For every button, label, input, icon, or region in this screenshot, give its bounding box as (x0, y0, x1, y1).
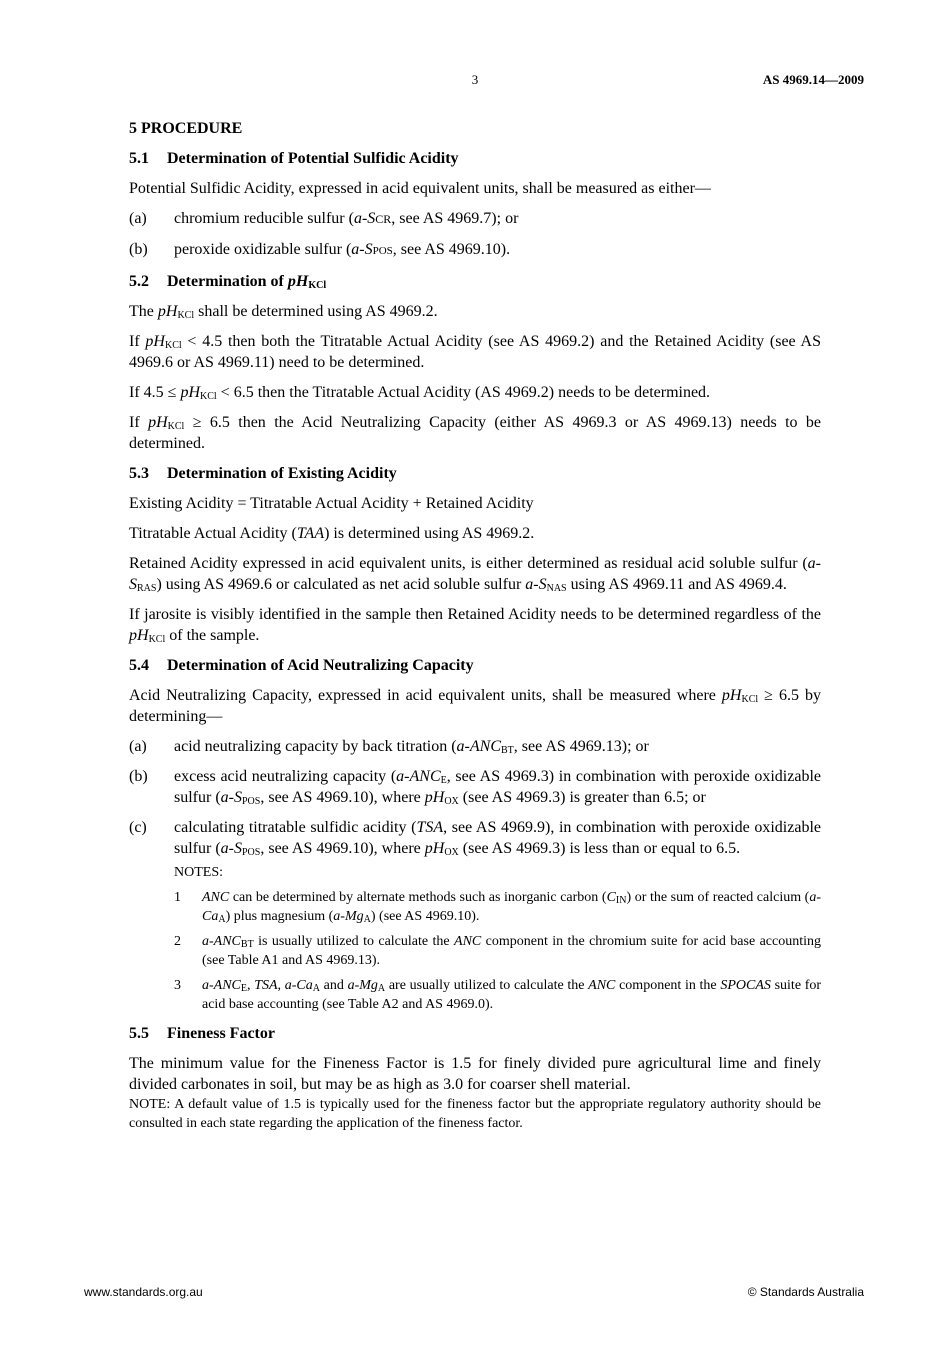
note-number: 1 (174, 890, 181, 905)
section-title: Determination of Existing Acidity (167, 465, 397, 482)
item-label: (b) (129, 241, 148, 258)
note-item (174, 976, 821, 1014)
item-label: (c) (129, 819, 147, 836)
section-5-2-heading: 5.2 Determination of $pH_{KCl}$ (129, 273, 327, 291)
section-5-4-heading (129, 655, 821, 676)
note-number: 3 (174, 978, 181, 993)
item-text: chromium reducible sulfur (a-SCR, see AS 4969.7); or (174, 210, 519, 227)
s54-notes (174, 863, 821, 1014)
list-item-s51-a (129, 208, 821, 230)
note-text: $a-ANC_E$, TSA, $a-Ca_A$ and $a-Mg_A$ are usually utilized to calculate the ANC component in the SPOCAS suite for acid base accounting (see Table A2 and AS 4969.0). (202, 978, 822, 1012)
item-text: acid neutralizing capacity by back titration ($a-ANC_{BT}$, see AS 4969.13); or (174, 738, 649, 756)
section-5-1-heading (129, 148, 821, 169)
list-item-s51-b (129, 239, 821, 262)
section-number: 5.3 (129, 465, 149, 482)
section-title: Determination of (167, 273, 288, 290)
note-number: 2 (174, 934, 181, 949)
document-body (129, 118, 821, 1133)
footer-website: www.standards.org.au (84, 1285, 203, 1299)
list-item-s54-c (129, 817, 821, 859)
page-number: 3 (471, 72, 479, 87)
s53-p1: Titratable Actual Acidity (TAA) is determined using AS 4969.2. (129, 525, 535, 542)
s52-p3: If $4.5 \le pH_{KCl} < 6.5$ then the Titratable Actual Acidity (AS 4969.2) needs to be determined. (129, 384, 711, 402)
note-text: $a-ANC_{BT}$ is usually utilized to calculate the ANC component in the chromium suite for acid base accounting (see Table A1 and AS 4969.13). (202, 934, 822, 968)
notes-heading: NOTES: (174, 865, 223, 880)
note-item (174, 932, 821, 970)
section-title: Determination of Potential Sulfidic Acidity (167, 150, 459, 167)
item-text: peroxide oxidizable sulfur (a-SPOS, see AS 4969.10). (174, 241, 511, 258)
section-number: 5.4 (129, 657, 149, 674)
item-label: (b) (129, 768, 148, 785)
s54-intro: Acid Neutralizing Capacity, expressed in acid equivalent units, shall be measured where $pH_{KCl} \ge 6.5$ by determining— (129, 687, 822, 725)
s55-note: NOTE: A default value of 1.5 is typically used for the fineness factor but the appropriate regulatory authority should be consulted in each state regarding the application of the fineness factor. (129, 1097, 821, 1131)
note-item (174, 888, 821, 926)
section-5-3-heading (129, 463, 821, 484)
footer-copyright: © Standards Australia (747, 1285, 864, 1299)
note-text: ANC can be determined by alternate methods such as inorganic carbon $(C_{IN})$ or the sum of reacted calcium $(a-Ca_A)$ plus magnesium $(a-Mg_A)$ (see AS 4969.10). (202, 890, 822, 925)
s52-p2: If $pH_{KCl} < 4.5$ then both the Titratable Actual Acidity (see AS 4969.2) and the Retained Acidity (see AS 4969.6 or AS 4969.11) need to be determined. (129, 333, 821, 371)
s52-p4: If $pH_{KCl} \ge 6.5$ then the Acid Neutralizing Capacity (either AS 4969.3 or AS 4969.13) needs to be determined. (129, 414, 822, 452)
item-label: (a) (129, 738, 147, 755)
item-text: calculating titratable sulfidic acidity (TSA, see AS 4969.9), in combination with peroxide oxidizable sulfur ($a-S_{POS}$, see AS 4969.10), where $pH_{OX}$ (see AS 4969.3) is less than or equal to 6.5. (174, 819, 821, 858)
standard-designation: AS 4969.14—2009 (762, 72, 864, 87)
s52-p1: The $pH_{KCl}$ shall be determined using AS 4969.2. (129, 303, 438, 321)
s51-intro: Potential Sulfidic Acidity, expressed in acid equivalent units, shall be measured as either— (129, 180, 711, 197)
section-number: 5.1 (129, 150, 149, 167)
section-title: Determination of Acid Neutralizing Capacity (167, 657, 474, 674)
s53-p2: Retained Acidity expressed in acid equivalent units, is either determined as residual acid soluble sulfur $(a-S_{RAS})$ using AS 4969.6 or calculated as net acid soluble sulfur $a-S_{NAS}$ using AS 4969.11 and AS 4969.4. (129, 555, 821, 594)
section-number: 5.5 (129, 1025, 149, 1042)
section-5-5-heading (129, 1023, 821, 1044)
list-item-s54-a (129, 736, 821, 757)
section-5-heading: 5 PROCEDURE (129, 120, 243, 137)
existing-acidity-equation: Existing Acidity = Titratable Actual Acidity + Retained Acidity (129, 495, 534, 512)
list-item-s54-b (129, 766, 821, 808)
item-text: excess acid neutralizing capacity ($a-ANC_E$, see AS 4969.3) in combination with peroxide oxidizable sulfur ($a-S_{POS}$, see AS 4969.10), where $pH_{OX}$ (see AS 4969.3) is greater than 6.5; or (174, 768, 821, 807)
section-title: Fineness Factor (167, 1025, 275, 1042)
section-number: 5.2 (129, 273, 149, 290)
s53-p3: If jarosite is visibly identified in the sample then Retained Acidity needs to be determined regardless of the $pH_{KCl}$ of the sample. (129, 606, 821, 645)
item-label: (a) (129, 210, 147, 227)
s55-p1: The minimum value for the Fineness Factor is 1.5 for finely divided pure agricultural lime and finely divided carbonates in soil, but may be as high as 3.0 for coarser shell material. (129, 1055, 821, 1093)
